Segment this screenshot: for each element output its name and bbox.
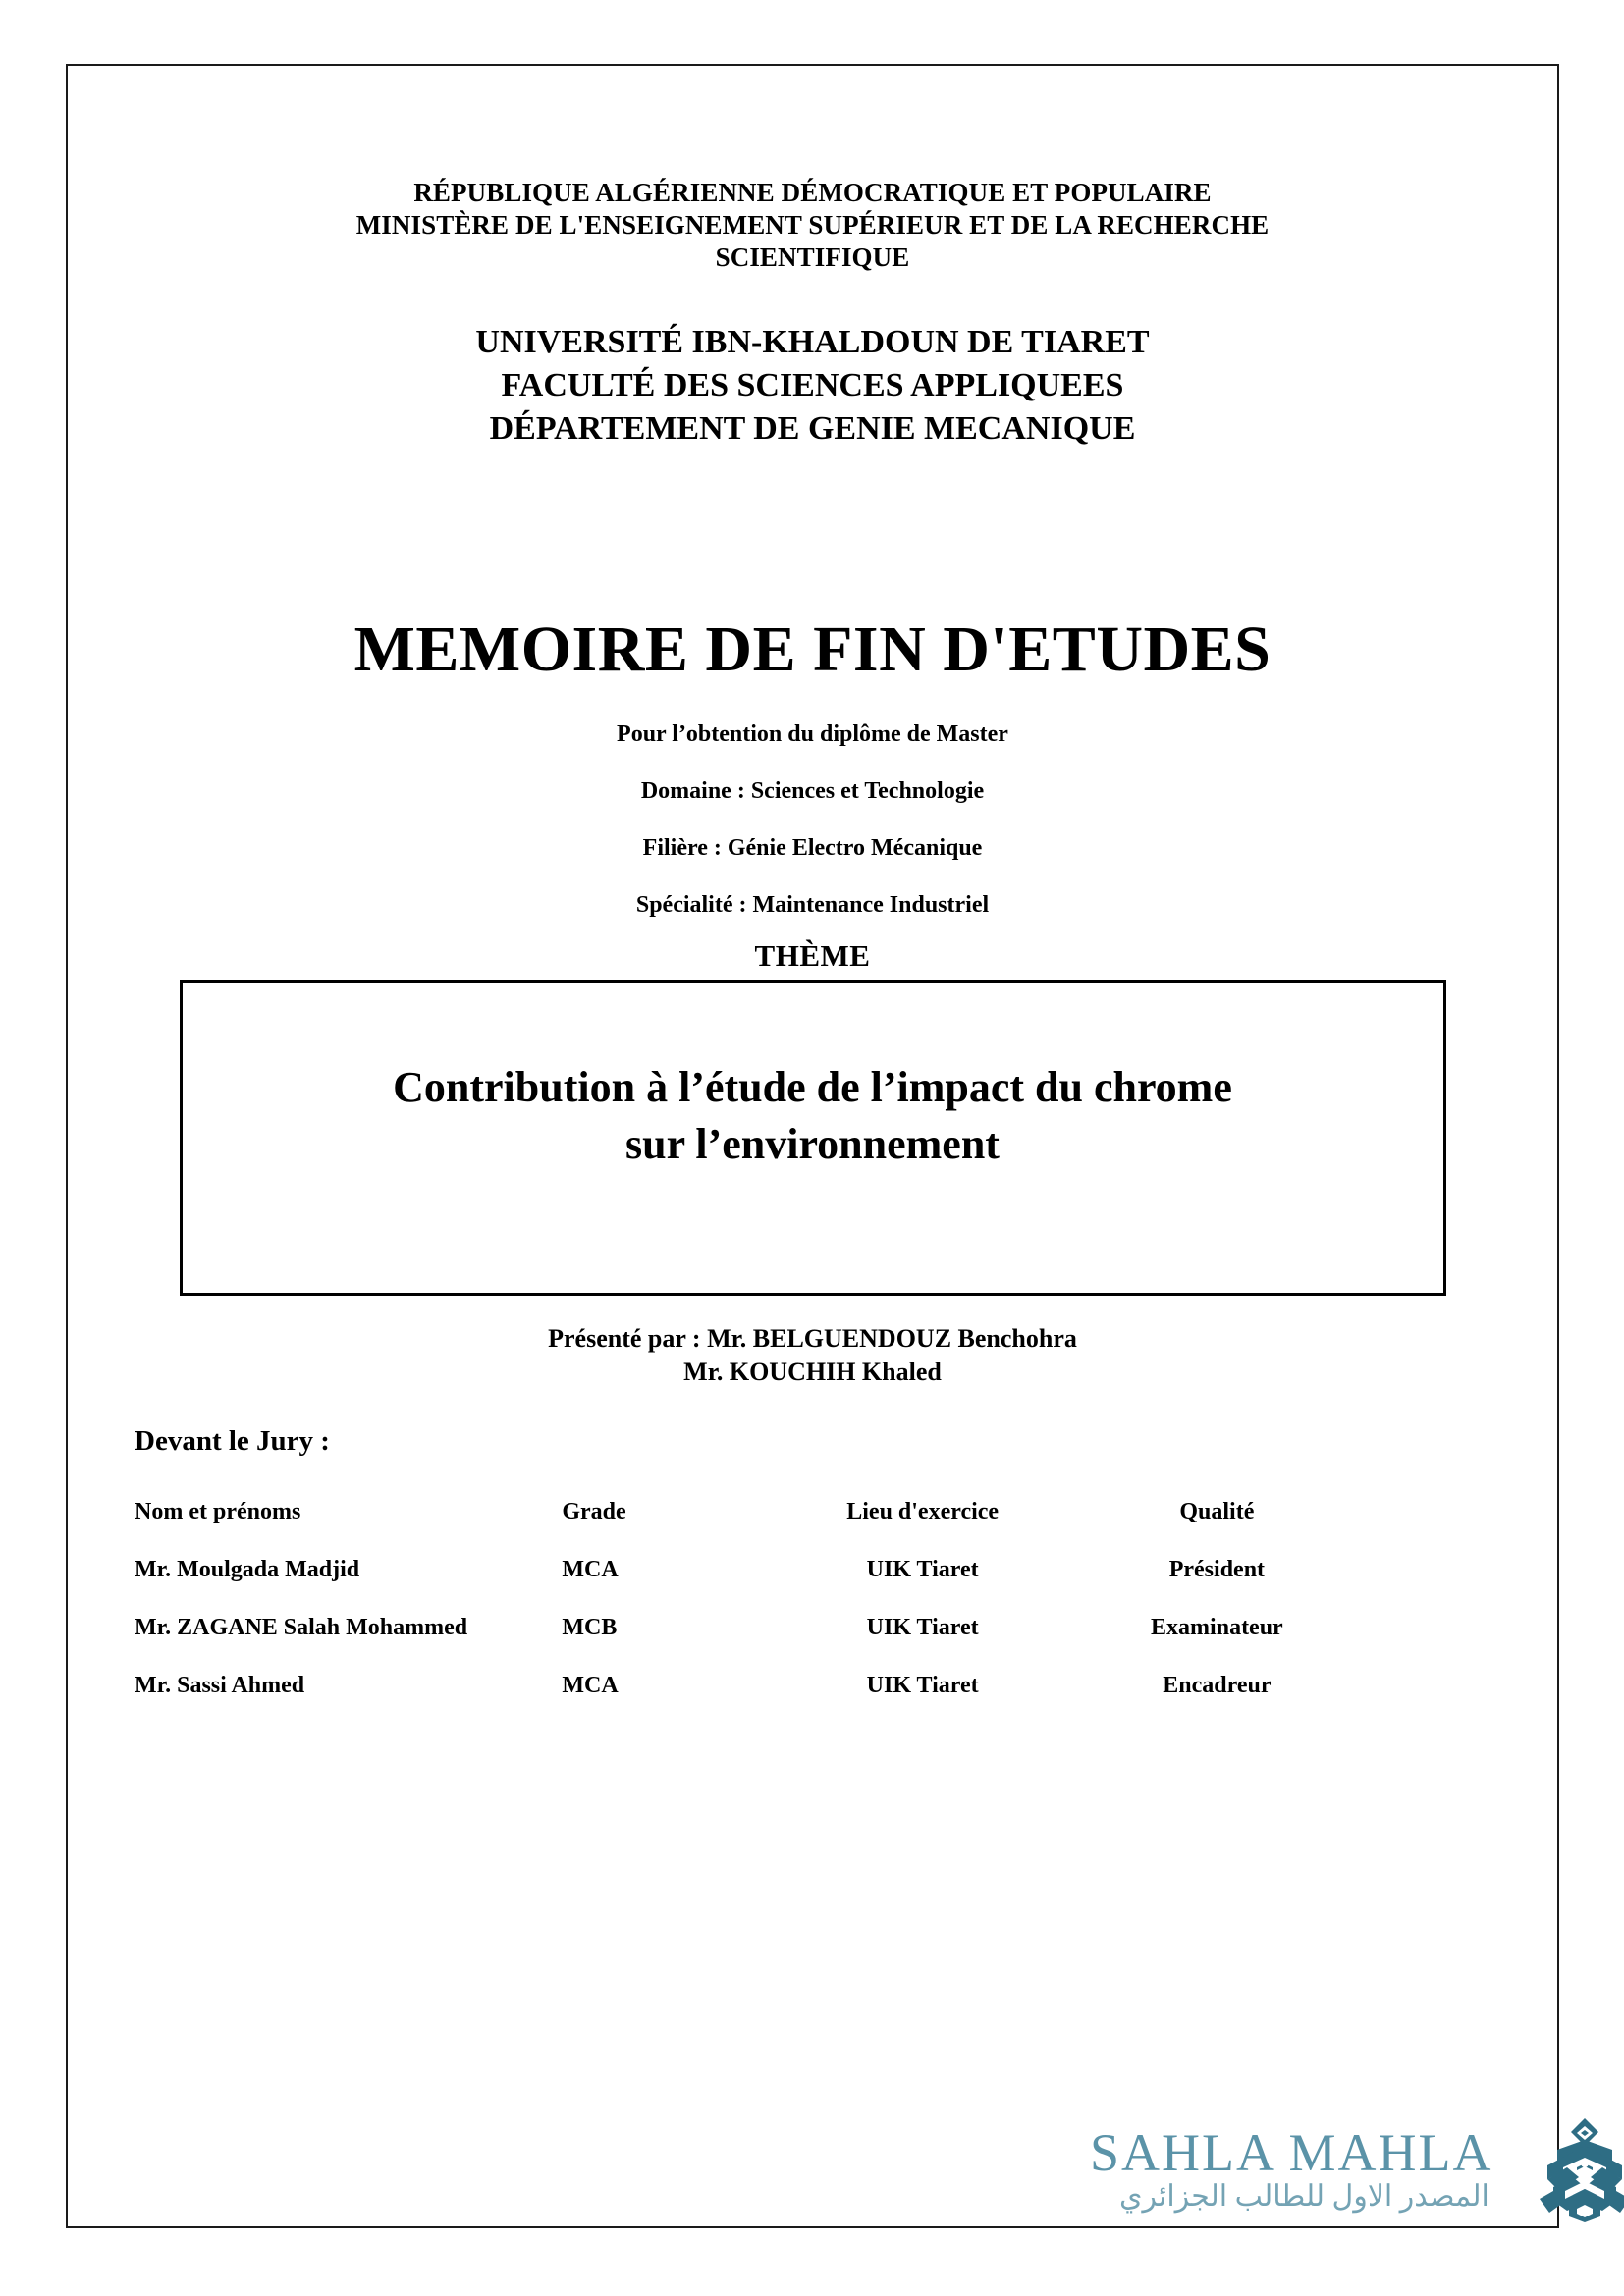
jury-name: Mr. ZAGANE Salah Mohammed xyxy=(135,1614,468,1640)
jury-place: UIK Tiaret xyxy=(866,1556,979,1582)
jury-table xyxy=(135,1483,1352,1715)
ministry-line-2: MINISTÈRE DE L'ENSEIGNEMENT SUPÉRIEUR ET DE LA RECHERCHE xyxy=(355,209,1270,240)
ministry-header xyxy=(66,177,1559,274)
authors-block xyxy=(66,1322,1559,1390)
jury-place: UIK Tiaret xyxy=(866,1614,979,1640)
theme-box-inner xyxy=(183,1059,1443,1214)
theme-title-line-2: sur l’environnement xyxy=(625,1119,1000,1168)
jury-role: Président xyxy=(1168,1556,1266,1582)
ministry-line-3: SCIENTIFIQUE xyxy=(715,241,910,272)
faculty-name: FACULTÉ DES SCIENCES APPLIQUEES xyxy=(501,367,1124,403)
jury-role: Examinateur xyxy=(1151,1614,1283,1640)
jury-grade: MCB xyxy=(562,1614,618,1640)
watermark-wordmark: SAHLA MAHLA xyxy=(1090,2123,1493,2182)
department-name: DÉPARTEMENT DE GENIE MECANIQUE xyxy=(489,410,1136,448)
theme-label: THÈME xyxy=(754,937,871,973)
document-title: MEMOIRE DE FIN D'ETUDES xyxy=(353,614,1272,686)
column-header-role: Qualité xyxy=(1179,1498,1255,1524)
jury-name: Mr. Sassi Ahmed xyxy=(135,1672,305,1698)
author-line-1: Présenté par : Mr. BELGUENDOUZ Benchohra xyxy=(548,1323,1077,1353)
jury-role: Encadreur xyxy=(1163,1672,1272,1698)
filiere-line: Filière : Génie Electro Mécanique xyxy=(642,834,983,861)
jury-place: UIK Tiaret xyxy=(866,1672,979,1698)
author-line-2: Mr. KOUCHIH Khaled xyxy=(683,1358,942,1387)
table-header-row xyxy=(135,1483,1352,1541)
page-content xyxy=(66,64,1559,2228)
ministry-line-1: RÉPUBLIQUE ALGÉRIENNE DÉMOCRATIQUE ET POPULAIRE xyxy=(413,178,1212,207)
column-header-grade: Grade xyxy=(562,1498,626,1524)
column-header-place: Lieu d'exercice xyxy=(846,1498,1000,1524)
theme-box xyxy=(180,980,1446,1296)
specialite-line: Spécialité : Maintenance Industriel xyxy=(635,891,990,918)
domain-line: Domaine : Sciences et Technologie xyxy=(640,777,985,804)
jury-grade: MCA xyxy=(562,1556,619,1582)
jury-name: Mr. Moulgada Madjid xyxy=(135,1556,360,1582)
jury-grade: MCA xyxy=(562,1672,619,1698)
jury-heading: Devant le Jury : xyxy=(135,1424,330,1457)
theme-title xyxy=(216,1059,1410,1171)
degree-line: Pour l’obtention du diplôme de Master xyxy=(617,721,1008,747)
watermark-arabic-tagline: المصدر الاول للطالب الجزائري xyxy=(1119,2180,1489,2213)
table-row xyxy=(135,1599,1352,1657)
table-row xyxy=(135,1657,1352,1715)
university-header xyxy=(66,321,1559,452)
column-header-name: Nom et prénoms xyxy=(135,1498,301,1524)
table-row xyxy=(135,1541,1352,1599)
university-name: UNIVERSITÉ IBN-KHALDOUN DE TIARET xyxy=(475,323,1150,360)
theme-title-line-1: Contribution à l’étude de l’impact du chrome xyxy=(393,1063,1232,1112)
